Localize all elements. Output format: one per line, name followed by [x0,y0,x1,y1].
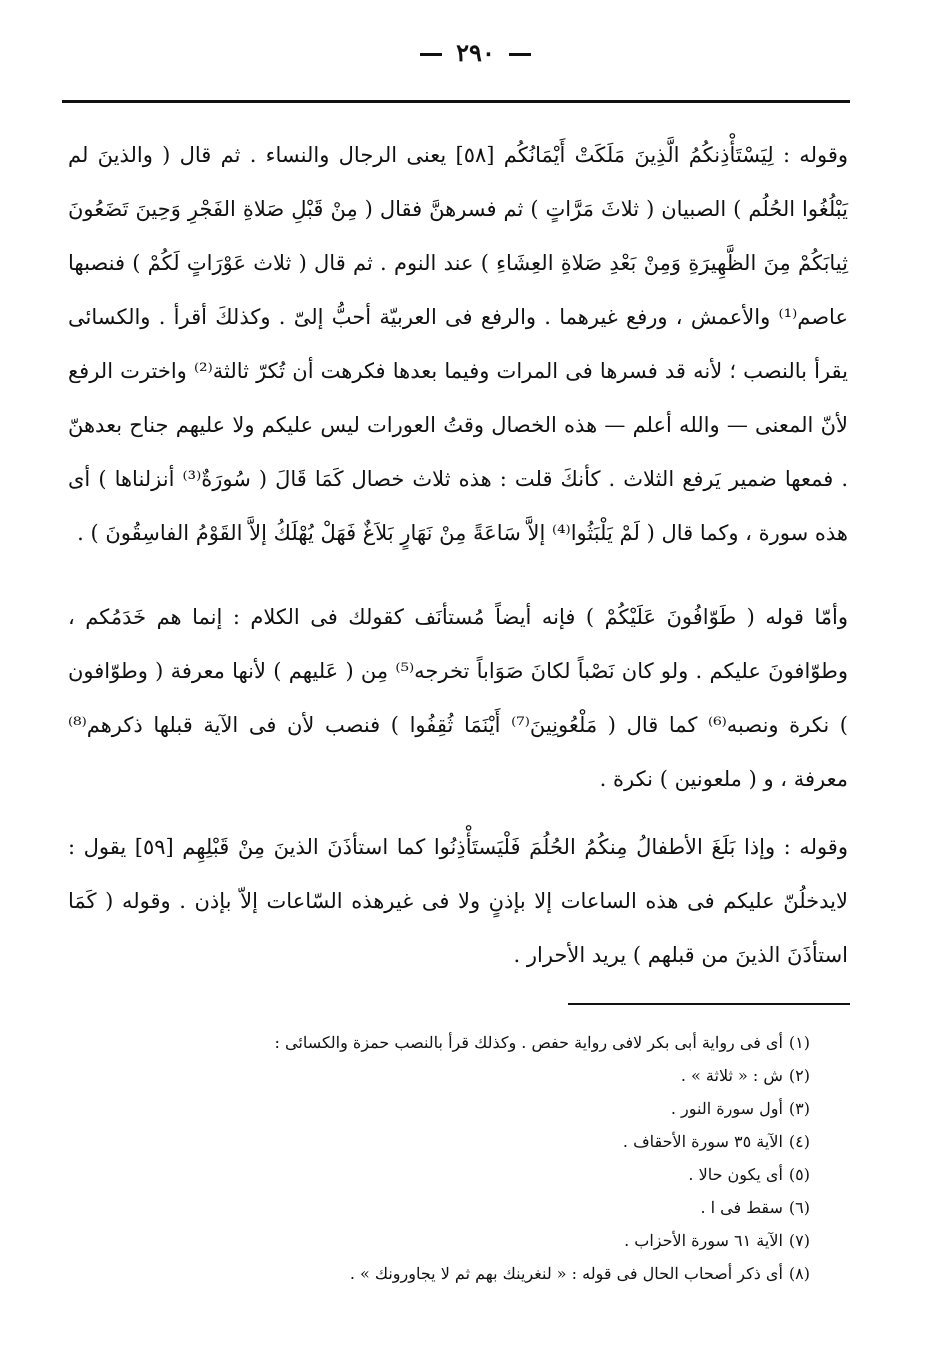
footnote-number: (٣) [788,1099,810,1118]
footnote-text: أى يكون حالا . [688,1165,783,1184]
footnote-text: ش : « ثلاثة » . [680,1066,783,1085]
header-rule [62,100,850,103]
footnote-number: (١) [788,1033,810,1052]
footnote-rule [568,1003,850,1005]
page-number-header [0,38,951,67]
footnote-item [180,1059,810,1092]
footnote-item [180,1224,810,1257]
footnote-number: (٦) [788,1198,810,1217]
footnote-text: أى ذكر أصحاب الحال فى قوله : « لنغرينك بهم ثم لا يجاورونك » . [349,1264,783,1283]
footnote-text: الآية ٣٥ سورة الأحقاف . [622,1132,783,1151]
footnote-number: (٢) [788,1066,810,1085]
footnote-text: أى فى رواية أبى بكر لافى رواية حفص . وكذلك قرأ بالنصب حمزة والكسائى : [274,1033,783,1052]
footnote-number: (٨) [788,1264,810,1283]
footnote-item [180,1026,810,1059]
footnote-text: سقط فى ا . [700,1198,783,1217]
footnote-item [180,1092,810,1125]
paragraph-2: وأمّا قوله ( طَوّافُونَ عَلَيْكُمْ ) فإنه أيضاً مُستأنَف كقولك فى الكلام : إنما هم خَدَمُكم ، وطوّافونَ عليكم . ولو كان نَصْباً لكانَ صَوَاباً تخرجه⁽⁵⁾ مِن ( عَليهم ) لأنها معرفة ( وطوّافون ) نكرة ونصبه⁽⁶⁾ كما قال ( مَلْعُونِينَ⁽⁷⁾ أَيْنَمَا ثُقِفُوا ) فنصب لأن فى الآية قبلها ذكرهم⁽⁸⁾ معرفة ، و ( ملعونين ) نكرة . [68,605,848,791]
footnote-item [180,1125,810,1158]
dash-left [420,53,442,56]
footnote-number: (٤) [788,1132,810,1151]
dash-right [509,53,531,56]
footnote-item [180,1158,810,1191]
footnote-text: أول سورة النور . [670,1099,783,1118]
footnote-number: (٥) [788,1165,810,1184]
footnotes-list [180,1026,810,1290]
paragraph-1: وقوله : لِيَسْتَأْذِنكُمُ الَّذِينَ مَلَكَتْ أَيْمَانُكُم [٥٨] يعنى الرجال والنساء . ثم قال ( والذينَ لم يَبْلُغُوا الحُلُم ) الصبيان ( ثلاثَ مَرَّاتٍ ) ثم فسرهنَّ فقال ( مِنْ قَبْلِ صَلاةِ الفَجْرِ وَحِينَ تَضَعُونَ ثِيابَكُمْ مِنَ الظَّهِيرَةِ وَمِنْ بَعْدِ صَلاةِ العِشَاءِ ) عند النوم . ثم قال ( ثلاث عَوْرَاتٍ لَكُمْ ) فنصبها عاصم⁽¹⁾ والأعمش ، ورفع غيرهما . والرفع فى العربيّة أحبُّ إلىّ . وكذلكَ أقرأ . والكسائى يقرأ بالنصب ؛ لأنه قد فسرها فى المرات وفيما بعدها فكرهت أن تُكرّ ثالثة⁽²⁾ واخترت الرفع لأنّ المعنى — والله أعلم — هذه الخصال وقتُ العورات ليس عليكم ولا عليهم جناح بعدهنّ . فمعها ضمير يَرفع الثلاث . كأنكَ قلت : هذه ثلاث خصال كَمَا قَالَ ( سُورَةٌ⁽³⁾ أنزلناها ) أى هذه سورة ، وكما قال ( لَمْ يَلْبَثُوا⁽⁴⁾ إلاَّ سَاعَةً مِنْ نَهَارٍ بَلاَغٌ فَهَلْ يُهْلَكُ إلاَّ القَوْمُ الفاسِقُونَ ) . [68,143,849,545]
footnote-number: (٧) [788,1231,810,1250]
footnote-text: الآية ٦١ سورة الأحزاب . [624,1231,783,1250]
footnote-item [180,1191,810,1224]
footnote-item [180,1257,810,1290]
paragraph-3: وقوله : وإذا بَلَغَ الأطفالُ مِنكُمُ الحُلُمَ فَلْيَستَأْذِنُوا كما استأذَنَ الذينَ مِنْ قَبْلِهِم [٥٩] يقول : لايدخلُنّ عليكم فى هذه الساعات إلا بإذنٍ ولا فى غيرهذه السّاعات إلاّ بإذن . وقوله ( كَمَا استأذَنَ الذينَ من قبلهم ) يريد الأحرار . [68,835,848,967]
page-number: ٢٩٠ [456,38,495,67]
